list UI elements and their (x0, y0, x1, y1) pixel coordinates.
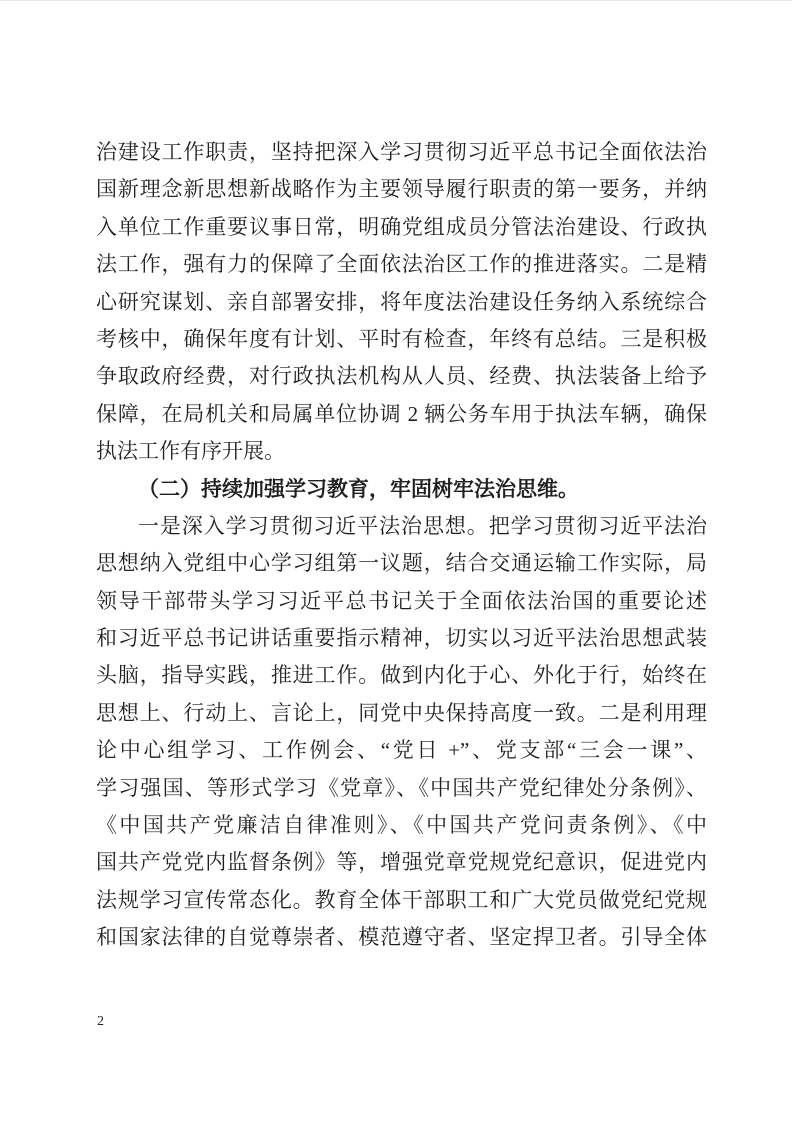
text-line: 法规学习宣传常态化。教育全体干部职工和广大党员做党纪党规 (96, 887, 707, 912)
text-line: 心研究谋划、亲自部署安排，将年度法治建设任务纳入系统综合 (96, 289, 707, 314)
text-line: 国新理念新思想新战略作为主要领导履行职责的第一要务，并纳 (96, 177, 707, 202)
text-line: 入单位工作重要议事日常，明确党组成员分管法治建设、行政执 (96, 214, 707, 239)
text-line: 头脑，指导实践，推进工作。做到内化于心、外化于行，始终在 (96, 663, 707, 688)
text-line: 执法工作有序开展。 (96, 439, 285, 464)
text-line: 和国家法律的自觉尊崇者、模范遵守者、坚定捍卫者。引导全体 (96, 925, 707, 950)
text-line: 一是深入学习贯彻习近平法治思想。把学习贯彻习近平法治 (138, 513, 707, 538)
text-line: 保障，在局机关和局属单位协调 2 辆公务车用于执法车辆，确保 (96, 401, 707, 426)
text-line: 领导干部带头学习习近平总书记关于全面依法治国的重要论述 (96, 588, 707, 613)
text-line: 思想纳入党组中心学习组第一议题，结合交通运输工作实际，局 (96, 551, 707, 576)
text-line: 治建设工作职责，坚持把深入学习贯彻习近平总书记全面依法治 (96, 140, 707, 164)
text-line: 思想上、行动上、言论上，同党中央保持高度一致。二是利用理 (96, 700, 707, 725)
text-line: 法工作，强有力的保障了全面依法治区工作的推进落实。二是精 (96, 252, 707, 277)
section-heading-line: （二）持续加强学习教育，牢固树牢法治思维。 (138, 476, 579, 501)
text-line: 论中心组学习、工作例会、“党日 +”、党支部“三会一课”、 (96, 738, 707, 763)
text-line: 考核中，确保年度有计划、平时有检查，年终有总结。三是积极 (96, 326, 707, 351)
text-line: 和习近平总书记讲话重要指示精神，切实以习近平法治思想武装 (96, 626, 707, 651)
text-line: 争取政府经费，对行政执法机构从人员、经费、执法装备上给予 (96, 364, 707, 389)
text-line: 国共产党党内监督条例》等，增强党章党规党纪意识，促进党内 (96, 850, 707, 875)
page-number: 2 (97, 1014, 104, 1029)
text-line: 《中国共产党廉洁自律准则》、《中国共产党问责条例》、《中 (96, 813, 707, 838)
text-block (96, 134, 707, 957)
text-line: 学习强国、等形式学习《党章》、《中国共产党纪律处分条例》、 (96, 775, 707, 800)
